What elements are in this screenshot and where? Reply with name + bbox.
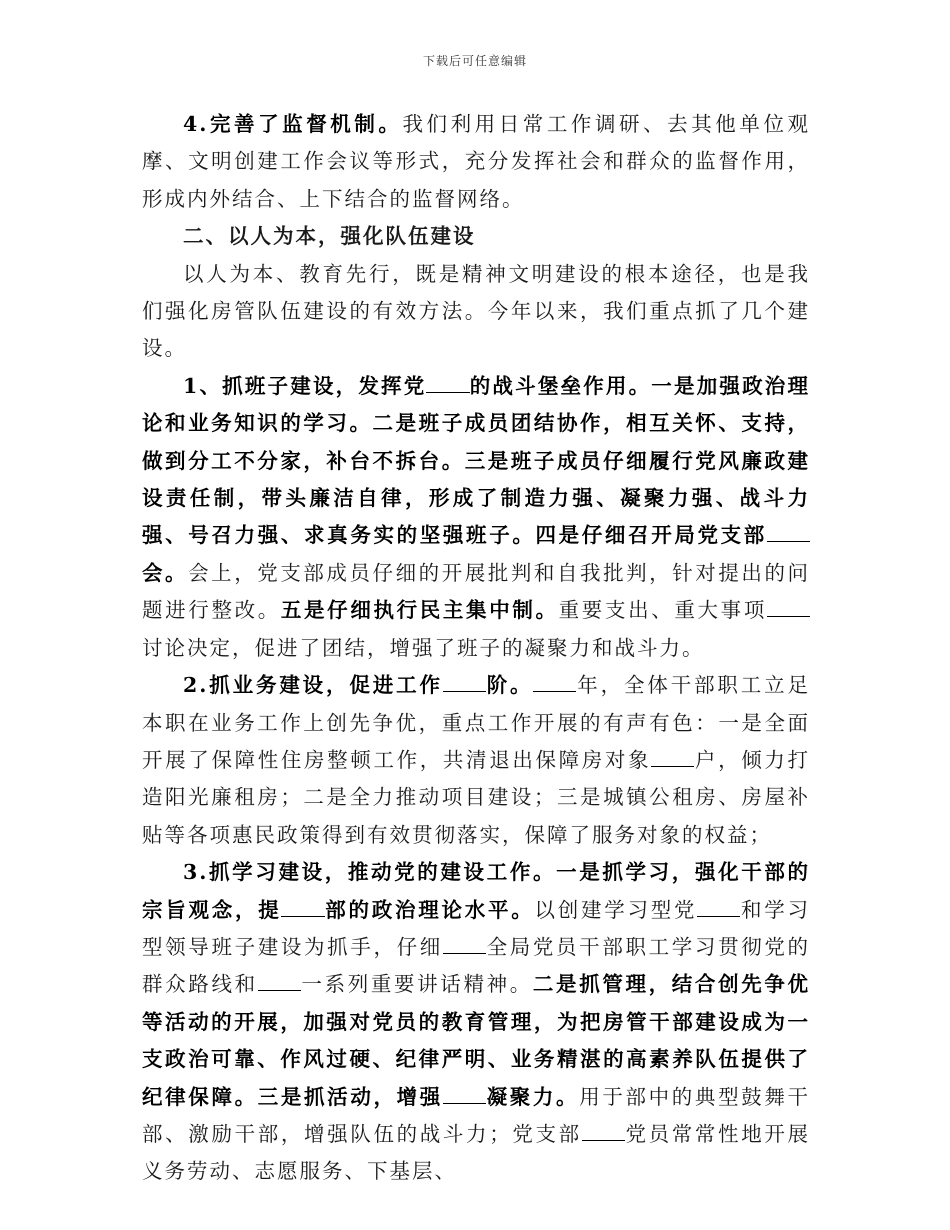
- text-meeting: 会。: [142, 560, 189, 585]
- blank-line: [767, 598, 810, 617]
- text-leadership-bold: 的战斗堡垒作用。一是加强政治理论和业务知识的学习。二是班子成员团结协作，相互关怀、支持，做到分工不分家，补台不拆台。三是班子成员仔细履行党风廉政建设责任制，带头廉洁自律，形成了制造力强、凝聚力强、战斗力强、号召力强、求真务实的坚强班子。四是仔细召开局党支部: [142, 373, 811, 548]
- text-business-step: 阶。: [485, 673, 534, 698]
- text-leadership-normal: 会上，党支部成员仔细的开展批判和自我批判，针对提出的问题进行整改。: [142, 560, 811, 623]
- text-business: 年，全体干部职工立足本职在业务工作上创先争优，重点工作开展的有声有色：一是全面开展了保障性住房整顿工作，共清退出保障房对象: [142, 673, 810, 772]
- blank-line: [443, 935, 486, 954]
- blank-line: [651, 747, 694, 766]
- text-activities-end: 党员常常性地开展义务劳动、志愿服务、下基层、: [142, 1121, 810, 1184]
- blank-line: [281, 897, 324, 916]
- blank-line: [443, 1084, 486, 1103]
- text-learning-team: 和学习型领导班子建设为抓手，仔细: [142, 897, 811, 959]
- blank-line: [443, 673, 486, 692]
- text-learning-speech: 一系列重要讲话精神。: [300, 972, 533, 997]
- heading-supervision: 4.完善了监督机制。: [183, 112, 403, 136]
- text-learning-level: 部的政治理论水平。: [324, 897, 535, 922]
- text-major-items: 重要支出、重大事项: [558, 598, 767, 623]
- text-intro: 以人为本、教育先行，既是精神文明建设的根本途径，也是我们强化房管队伍建设的有效方法。今年以来，我们重点抓了几个建设。: [142, 261, 810, 361]
- paragraph-learning: [142, 854, 810, 1191]
- text-supervision: 我们利用日常工作调研、去其他单位观摩、文明创建工作会议等形式，充分发挥社会和群众的监督作用，形成内外结合、上下结合的监督网络。: [142, 112, 811, 211]
- paragraph-intro: [142, 256, 810, 368]
- text-leadership-end: 讨论决定，促进了团结，增强了班子的凝聚力和战斗力。: [142, 635, 705, 660]
- blank-line: [258, 972, 301, 991]
- text-democracy: 五是仔细执行民主集中制。: [280, 598, 559, 623]
- paragraph-section-two: [142, 218, 810, 255]
- text-learning-study: 全局党员干部职工学习贯彻党的群众路线和: [142, 934, 811, 997]
- text-activities: 用于部中的典型鼓舞干部、激励干部，增强队伍的战斗力；党支部: [142, 1084, 811, 1146]
- text-business-end: 户，倾力打造阳光廉租房；二是全力推动项目建设；三是城镇公租房、房屋补贴等各项惠民政策得到有效贯彻落实，保障了服务对象的权益；: [142, 747, 811, 847]
- paragraph-business: [142, 667, 810, 854]
- blank-line: [767, 523, 810, 542]
- page-header: 下载后可任意编辑: [422, 54, 527, 68]
- paragraph-supervision: [142, 106, 810, 218]
- heading-learning: 3.抓学习建设，推动党的建设工作。一是抓学习，强化干部的宗旨观念，提: [142, 860, 810, 922]
- section-heading-two: 二、以人为本，强化队伍建设: [183, 224, 476, 249]
- heading-business: 2.抓业务建设，促进工作: [183, 673, 443, 698]
- text-management: 二是抓管理，结合创先争优等活动的开展，加强对党员的教育管理，为把房管干部建设成为一支政治可靠、作风过硬、纪律严明、业务精湛的高素养队伍提供了纪律保障。三是抓活动，增强: [142, 972, 811, 1109]
- document-body: [142, 106, 810, 1191]
- blank-line: [697, 897, 740, 916]
- blank-line: [533, 673, 576, 692]
- blank-line: [426, 373, 469, 392]
- heading-leadership: 1、抓班子建设，发挥党: [183, 373, 427, 398]
- text-learning-party: 以创建学习型党: [534, 897, 698, 922]
- text-cohesion: 凝聚力。: [485, 1084, 580, 1109]
- blank-line: [582, 1122, 625, 1141]
- paragraph-leadership: [142, 368, 810, 667]
